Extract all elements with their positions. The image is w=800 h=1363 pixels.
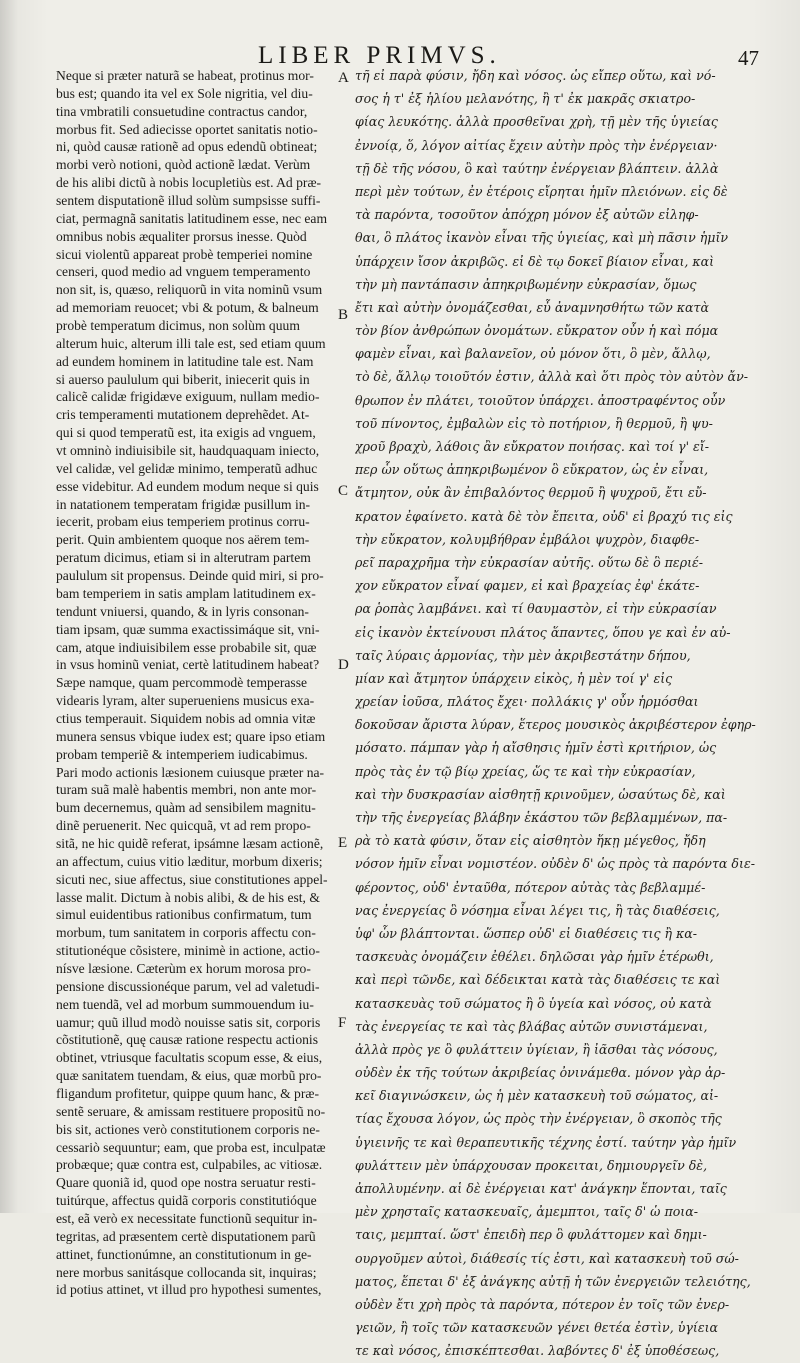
section-marker-c: C — [338, 483, 349, 499]
section-marker-d: D — [338, 657, 349, 673]
greek-text-line: φαμὲν εἶναι, καὶ βαλανεῖον, οὐ μόνον ὅτι, ὃ μὲν, ἄλλῳ, — [355, 346, 711, 362]
greek-text-line: μόσατο. πάμπαν γὰρ ἡ αἴσθησις ἡμῖν ἐστὶ κριτήριον, ὡς — [355, 740, 717, 756]
latin-text-line: stitutionéque cõsistere, minimè in actione, actio- — [56, 943, 320, 959]
latin-text-line: munera sensus vbique iudex est; quare ipso etiam — [56, 728, 326, 744]
latin-text-column — [56, 67, 349, 1299]
latin-text-line: sentem disputationẽ illud solùm sumpsisse suffi- — [56, 193, 321, 209]
latin-text-line: dinẽ peruenerit. Nec quicquã, vt ad rem propo- — [56, 818, 311, 834]
greek-text-line: εἰς ἱκανὸν ἐκτείνουσι πλάτος ἅπαντες, ὅπου γε καὶ ἐν αὐ- — [355, 624, 731, 640]
greek-text-line: τὰ παρόντα, τοσοῦτον ἀπόχρη μόνον ἐξ αὐτῶν εἰληφ- — [355, 207, 699, 223]
greek-text-line: ἔτι καὶ αὐτὴν ὀνομάζεσθαι, εὖ ἀναμνησθήτω τῶν κατὰ — [355, 299, 709, 315]
greek-text-line: τὴν μὴ παντάπασιν ἀπηκριβωμένην εὐκρασίαν, ὅμως — [355, 276, 697, 292]
greek-text-line: οὐδὲν ἐκ τῆς τούτων ἀκριβείας ὀνινάμεθα. μόνον γὰρ ἀρ- — [355, 1065, 726, 1081]
latin-text-line: probè temperatum dicimus, non solùm quum — [56, 318, 300, 334]
latin-text-line: vel calidæ, vel gelidæ minimo, temperatũ adhuc — [56, 460, 318, 476]
greek-text-line: ουργοῦμεν αὐτοὶ, διάθεσίς τίς ἐστι, καὶ κατασκευὴ τοῦ σώ- — [355, 1250, 739, 1266]
greek-text-line: ὑφ' ὧν βλάπτονται. ὥσπερ οὐδ' εἰ διαθέσεις τις ἢ κα- — [355, 925, 698, 941]
latin-text-line: bam temperiem in satis amplam latitudinem ex- — [56, 585, 316, 601]
running-title: LIBER PRIMVS. — [258, 42, 501, 69]
latin-text-line: pensione discussionéque parum, vel ad valetudi- — [56, 978, 320, 994]
latin-text-line: quæ sanitatem tuendam, & eius, quæ morbũ pro- — [56, 1068, 322, 1084]
latin-text-line: nere morbus sanitásque collocanda sit, inquiras; — [56, 1264, 317, 1280]
latin-text-line: ni, quòd causæ rationẽ ad opus edendũ obtineat; — [56, 139, 318, 155]
latin-text-line: ad eundem hominem in latitudine tale est. Nam — [56, 353, 314, 369]
greek-text-line: ἀλλὰ πρὸς γε ὃ φυλάττειν ὑγίειαν, ἢ ἰᾶσθαι τὰς νόσους, — [355, 1041, 718, 1057]
latin-text-line: bum decernemus, quàm ad sensibilem magnitu- — [56, 800, 316, 816]
greek-text-line: δοκοῦσαν ἄριστα λύραν, ἕτερος μουσικὸς ἀκριβέστερον ἐφηρ- — [355, 717, 756, 733]
greek-text-line: ματος, ἕπεται δ' ἐξ ἀνάγκης αὐτῇ ἡ τῶν ἐνεργειῶν τελειότης, — [355, 1273, 751, 1289]
greek-text-line: τὰς ἐνεργείας τε καὶ τὰς βλάβας αὐτῶν συνιστάμεναι, — [355, 1018, 708, 1034]
greek-text-line: τὴν εὔκρατον, κολυμβήθραν ἐμβάλοι ψυχρὸν, διαφθε- — [355, 531, 700, 547]
latin-text-line: morbus fit. Sed adiecisse oportet sanitatis notio- — [56, 121, 318, 137]
latin-text-line: tiam ipsam, quæ summa exactissimáque sit, vni- — [56, 621, 320, 637]
latin-text-line: alterum huic, alterum illi tale est, sed etiam quum — [56, 335, 326, 351]
latin-text-line: Quare quoniã id, quod ope nostra seruatur resti- — [56, 1175, 316, 1191]
latin-text-line: obtinet, vtriusque facultatis scopum esse, & eius, — [56, 1050, 323, 1066]
greek-text-line: νόσον ἡμῖν εἶναι νομιστέον. οὐδὲν δ' ὡς πρὸς τὰ παρόντα διε- — [355, 856, 755, 872]
latin-text-line: ad memoriam reuocet; vbi & potum, & balneum — [56, 300, 319, 316]
latin-text-line: nísve læsione. Cæterùm ex horum morosa pro- — [56, 960, 311, 976]
latin-text-line: probam temperiẽ & intemperiem iudicabimus. — [56, 746, 308, 762]
greek-text-line: ρὰ τὸ κατὰ φύσιν, ὅταν εἰς αἰσθητὸν ἥκῃ μέγεθος, ἤδη — [355, 833, 706, 849]
latin-text-line: bis sit, actiones verò constitutionem corporis ne- — [56, 1121, 320, 1137]
latin-text-line: fligandum profitetur, quippe quum hanc, & præ- — [56, 1085, 319, 1101]
greek-text-line: τῆ εἰ παρὰ φύσιν, ἤδη καὶ νόσος. ὡς εἴπερ οὕτω, καὶ νό- — [355, 68, 716, 83]
section-marker-e: E — [338, 835, 348, 851]
greek-text-line: τοῦ πίνοντος, ἐμβαλὼν εἰς τὸ ποτήριον, ἢ θερμοῦ, ἢ ψυ- — [355, 415, 713, 431]
section-marker-a: A — [338, 70, 349, 86]
latin-text-line: probæque; quæ contra est, culpabiles, ac vitiosæ. — [56, 1157, 323, 1173]
latin-text-line: morbi verò notioni, quòd actionẽ lædat. Verùm — [56, 157, 311, 173]
greek-text-line: χρείαν ἰοῦσα, πλάτος ἔχει· πολλάκις γ' οὖν ἡρμόσθαι — [355, 694, 699, 710]
latin-text-line: sitã, ne hic quidẽ referat, ipsámne læsam actionẽ, — [56, 835, 324, 851]
latin-text-line: videaris lyram, alter superueniens musicus exa- — [56, 693, 315, 709]
latin-text-line: tendunt vniuersi, quando, & in lyris consonan- — [56, 603, 309, 619]
greek-text-column — [355, 64, 770, 1363]
latin-text-line: cam, atque indiuisibilem esse probabile sit, quæ — [56, 639, 317, 655]
greek-text-line: ταῖς λύραις ἁρμονίας, τὴν μὲν ἀκριβεστάτην δήπου, — [355, 647, 691, 663]
latin-text-line: tegritas, ad præsentem certè disputationem parũ — [56, 1228, 316, 1244]
greek-text-line: γειῶν, ἢ τοῖς τῶν κατασκευῶν γένει θετέα ἐστὶν, ὑγίεια — [355, 1320, 719, 1336]
greek-text-line: καὶ περὶ τῶνδε, καὶ δέδεικται κατὰ τὰς διαθέσεις τε καὶ — [355, 972, 721, 988]
greek-text-line: τῇ δὲ τῆς νόσου, ὃ καὶ ταύτην ἐνέργειαν βλάπτειν. ἀλλὰ — [355, 160, 719, 176]
greek-text-line: ρα ῥοπὰς λαμβάνει. καὶ τί θαυμαστὸν, εἰ τὴν εὐκρασίαν — [355, 601, 717, 617]
greek-text-line: φίας λευκότης. ἀλλὰ προσθεῖναι χρὴ, τῇ μὲν τῆς ὑγιείας — [355, 114, 718, 130]
section-marker-b: B — [338, 307, 349, 323]
latin-text-line: bus est; quando ita vel ex Sole nigritia, vel diu- — [56, 85, 313, 101]
latin-text-line: tuitúrque, affectus quidã corporis constitutióque — [56, 1193, 317, 1209]
latin-text-line: an affectum, cuius vitio læditur, morbum dixeris; — [56, 853, 323, 869]
latin-text-line: cris temperamenti mutationem deprehẽdet. At- — [56, 407, 310, 423]
latin-text-line: peratum dicimus, etiam si in alterutram partem — [56, 550, 311, 566]
greek-text-line: φυλάττειν μὲν ὑπάρχουσαν προκειται, δημιουργεῖν δὲ, — [355, 1157, 708, 1173]
latin-text-line: lasse malit. Dictum à nobis alibi, & de his est, & — [56, 889, 320, 905]
greek-text-line: ἄτμητον, οὐκ ἂν ἐπιβαλόντος θερμοῦ ἢ ψυχροῦ, ἔτι εὔ- — [355, 485, 707, 501]
latin-text-line: vt omninò indiuisibile sit, haudquaquam iniecto, — [56, 443, 320, 459]
latin-text-line: sicui violentũ appareat probè temperiei nomine — [56, 246, 313, 262]
latin-text-line: Neque si præter naturã se habeat, protinus mor- — [56, 68, 314, 83]
latin-text-line: calicẽ calidæ frigidæve exiguum, nullam medio- — [56, 389, 320, 405]
greek-text-line: ταις, μεμπταί. ὥστ' ἐπειδὴ περ ὃ φυλάττομεν καὶ δημι- — [355, 1227, 707, 1243]
greek-text-line: περ ὧν οὕτως ἀπηκριβωμένον ὃ εὔκρατον, ὡς ἐν εἶναι, — [355, 462, 709, 478]
latin-text-line: perit. Quin ambientem quoque nos aërem tem- — [56, 532, 310, 548]
section-marker-f: F — [338, 1015, 347, 1031]
latin-text-line: simul euidentibus rationibus confirmatum, tum — [56, 907, 312, 923]
greek-text-line: πρὸς τὰς ἐν τῷ βίῳ χρείας, ὥς τε καὶ τὴν εὐκρασίαν, — [355, 763, 696, 779]
latin-text-line: paululum sit propensus. Deinde quid miri, si pro- — [56, 568, 324, 584]
greek-text-line: ὑγιεινῆς τε καὶ θεραπευτικῆς τέχνης ἐστί. ταύτην γὰρ ἡμῖν — [355, 1134, 737, 1150]
section-markers — [338, 60, 354, 1160]
latin-text-line: attinet, functionúmne, an constitutionum in ge- — [56, 1246, 312, 1262]
latin-text-line: Sæpe namque, quam percommodè temperasse — [56, 675, 308, 691]
greek-text-line: ἀπολλυμένην. αἱ δὲ ἐνέργειαι κατ' ἀνάγκην ἕπονται, ταῖς — [355, 1181, 727, 1196]
greek-text-line: κεῖ διαγινώσκειν, ὡς ἡ μὲν κατασκευὴ τοῦ σώματος, αἰ- — [355, 1088, 719, 1104]
greek-text-line: μίαν καὶ ἄτμητον ὑπάρχειν εἰκὸς, ἡ μὲν τοί γ' εἰς — [355, 670, 673, 686]
latin-text-line: uamur; quũ illud modò nouisse satis sit, corporis — [56, 1014, 321, 1030]
latin-text-line: si auerso paululum qui biberit, iniecerit quis in — [56, 371, 310, 387]
greek-text-line: φέροντος, οὐδ' ἐνταῦθα, πότερον αὐτὰς τὰς βεβλαμμέ- — [355, 879, 706, 895]
latin-text-line: in vsus hominũ veniat, certè latitudinem habeat? — [56, 657, 320, 673]
latin-text-line: sicuti nec, siue affectus, siue constitutiones appel- — [56, 871, 328, 887]
greek-text-line: τὸ δὲ, ἄλλῳ τοιοῦτόν ἐστιν, ἀλλὰ καὶ ὅτι πρὸς τὸν αὐτὸν ἄν- — [355, 369, 748, 385]
gutter-shadow — [0, 0, 18, 1213]
latin-text-line: est, eã verò ex necessitate functionũ sequitur in- — [56, 1211, 318, 1226]
latin-text-line: morbum, tum sanitatem in corporis affectu con- — [56, 925, 316, 941]
greek-text-line: χον εὔκρατον εἶναί φαμεν, εἰ καὶ βραχείας ἐφ' ἑκάτε- — [355, 578, 700, 594]
greek-text-line: καὶ τὴν δυσκρασίαν αἰσθητῇ κρινοῦμεν, ὡσαύτως δὲ, καὶ — [355, 786, 726, 802]
greek-text-line: μὲν χρησταῖς κατασκευαῖς, ἀμεμπτοι, ταῖς δ' ὡ ποια- — [355, 1204, 698, 1220]
greek-text-line: θαι, ὃ πλάτος ἱκανὸν εἶναι τῆς ὑγιείας, καὶ μὴ πᾶσιν ἡμῖν — [355, 230, 729, 246]
latin-text-line: ctius temperauit. Siquidem nobis ad omnia vitæ — [56, 710, 316, 726]
greek-text-line: ὑπάρχειν ἴσον ἀκριβῶς. εἰ δὲ τῳ δοκεῖ βίαιον εἶναι, καὶ — [355, 253, 715, 269]
latin-text-line: turam suã malè habentis membri, non ante mor- — [56, 782, 317, 798]
latin-text-line: cõstitutionẽ, quę causæ ratione respectu actionis — [56, 1032, 318, 1048]
latin-text-line: omnibus nobis æqualiter prorsus inesse. Quòd — [56, 228, 307, 244]
latin-text-line: de his alibi dictũ à nobis locupletiùs est. Ad præ- — [56, 175, 322, 191]
greek-text-line: κρατον ἐφαίνετο. κατὰ δὲ τὸν ἔπειτα, οὐδ' εἰ βραχύ τις εἰς — [355, 508, 733, 524]
greek-text-line: τε καὶ νόσος, ἐπισκέπτεσθαι. λαβόντες δ' ἐξ ὑποθέσεως, — [355, 1343, 720, 1359]
latin-text-line: qui si quod temperatũ est, ita exigis ad vnguem, — [56, 425, 316, 441]
greek-text-line: θρωπον ἐν πλάτει, τοιοῦτον ὑπάρχει. ἀποστραφέντος οὖν — [355, 392, 726, 408]
greek-text-line: τὸν βίον ἀνθρώπων ὀνομάτων. εὔκρατον οὖν ἡ καὶ πόμα — [355, 323, 719, 339]
greek-text-line: περὶ μὲν τούτων, ἐν ἑτέροις εἴρηται ἡμῖν πλειόνων. εἰς δὲ — [355, 183, 728, 199]
page-number: 47 — [738, 46, 759, 70]
greek-text-line: τίας ἔχουσα λόγον, ὡς πρὸς τὴν ἐνέργειαν, ὃ σκοπὸς τῆς — [355, 1111, 722, 1127]
latin-text-line: esse videbitur. Ad eundem modum neque si quis — [56, 478, 319, 494]
latin-text-line: tina vmbratili consuetudine contractus candor, — [56, 103, 308, 119]
latin-text-line: cessariò sequuntur; eam, que proba est, inculpatæ — [56, 1139, 326, 1155]
greek-text-line: ρεῖ παραχρῆμα τὴν εὐκρασίαν αὐτῆς. οὕτω δὲ ὃ περιέ- — [355, 554, 704, 570]
latin-text-line: ciat, permagnã sanitatis latitudinem esse, nec eam — [56, 210, 328, 226]
greek-text-line: τασκευὰς ὀνομάζειν ἐθέλει. δηλῶσαι γὰρ ἡμῖν ἑτέρωθι, — [355, 949, 714, 965]
greek-text-line: τὴν τῆς ἐνεργείας βλάβην ἑκάστου τῶν βεβλαμμένων, πα- — [355, 810, 728, 825]
latin-text-line: in natationem temperatam frigidæ pusillum in- — [56, 496, 311, 512]
greek-text-line: χροῦ βραχὺ, λάθοις ἂν εὔκρατον ποιήσας. καὶ τοί γ' εἴ- — [355, 439, 709, 454]
greek-text-line: ἐννοίᾳ, ὅ, λόγον αἰτίας ἔχειν αὐτὴν πρὸς τὴν ἐνέργειαν· — [355, 137, 718, 153]
latin-text-line: sentẽ seruare, & amissam restituere propositũ no- — [56, 1103, 326, 1119]
greek-text-line: σος ἡ τ' ἐξ ἡλίου μελανότης, ἢ τ' ἐκ μακρᾶς σκιατρο- — [355, 91, 696, 107]
latin-text-line: Pari modo actionis læsionem cuiusque præter na- — [56, 764, 325, 780]
greek-text-line: οὐδὲν ἔτι χρὴ πρὸς τὰ παρόντα, πότερον ἐν τοῖς τῶν ἐνερ- — [355, 1296, 730, 1312]
latin-text-line: nem tuendã, vel ad morbum summouendum iu- — [56, 996, 314, 1012]
greek-text-line: κατασκευὰς τοῦ σώματος ἢ ὃ ὑγεία καὶ νόσος, οὐ κατὰ — [355, 995, 712, 1011]
latin-text-line: id potius attinet, vt illud pro hypothesi sumentes, — [56, 1282, 322, 1298]
greek-text-line: νας ἐνεργείας ὃ νόσημα εἶναι λέγει τις, ἢ τὰς διαθέσεις, — [355, 902, 720, 918]
latin-text-line: censeri, quod medio ad vnguem temperamento — [56, 264, 311, 280]
latin-text-line: iecerit, probam eius temperiem protinus corru- — [56, 514, 310, 530]
latin-text-line: non sit, is, quæso, reliquorũ in vita nominũ vsum — [56, 282, 323, 298]
